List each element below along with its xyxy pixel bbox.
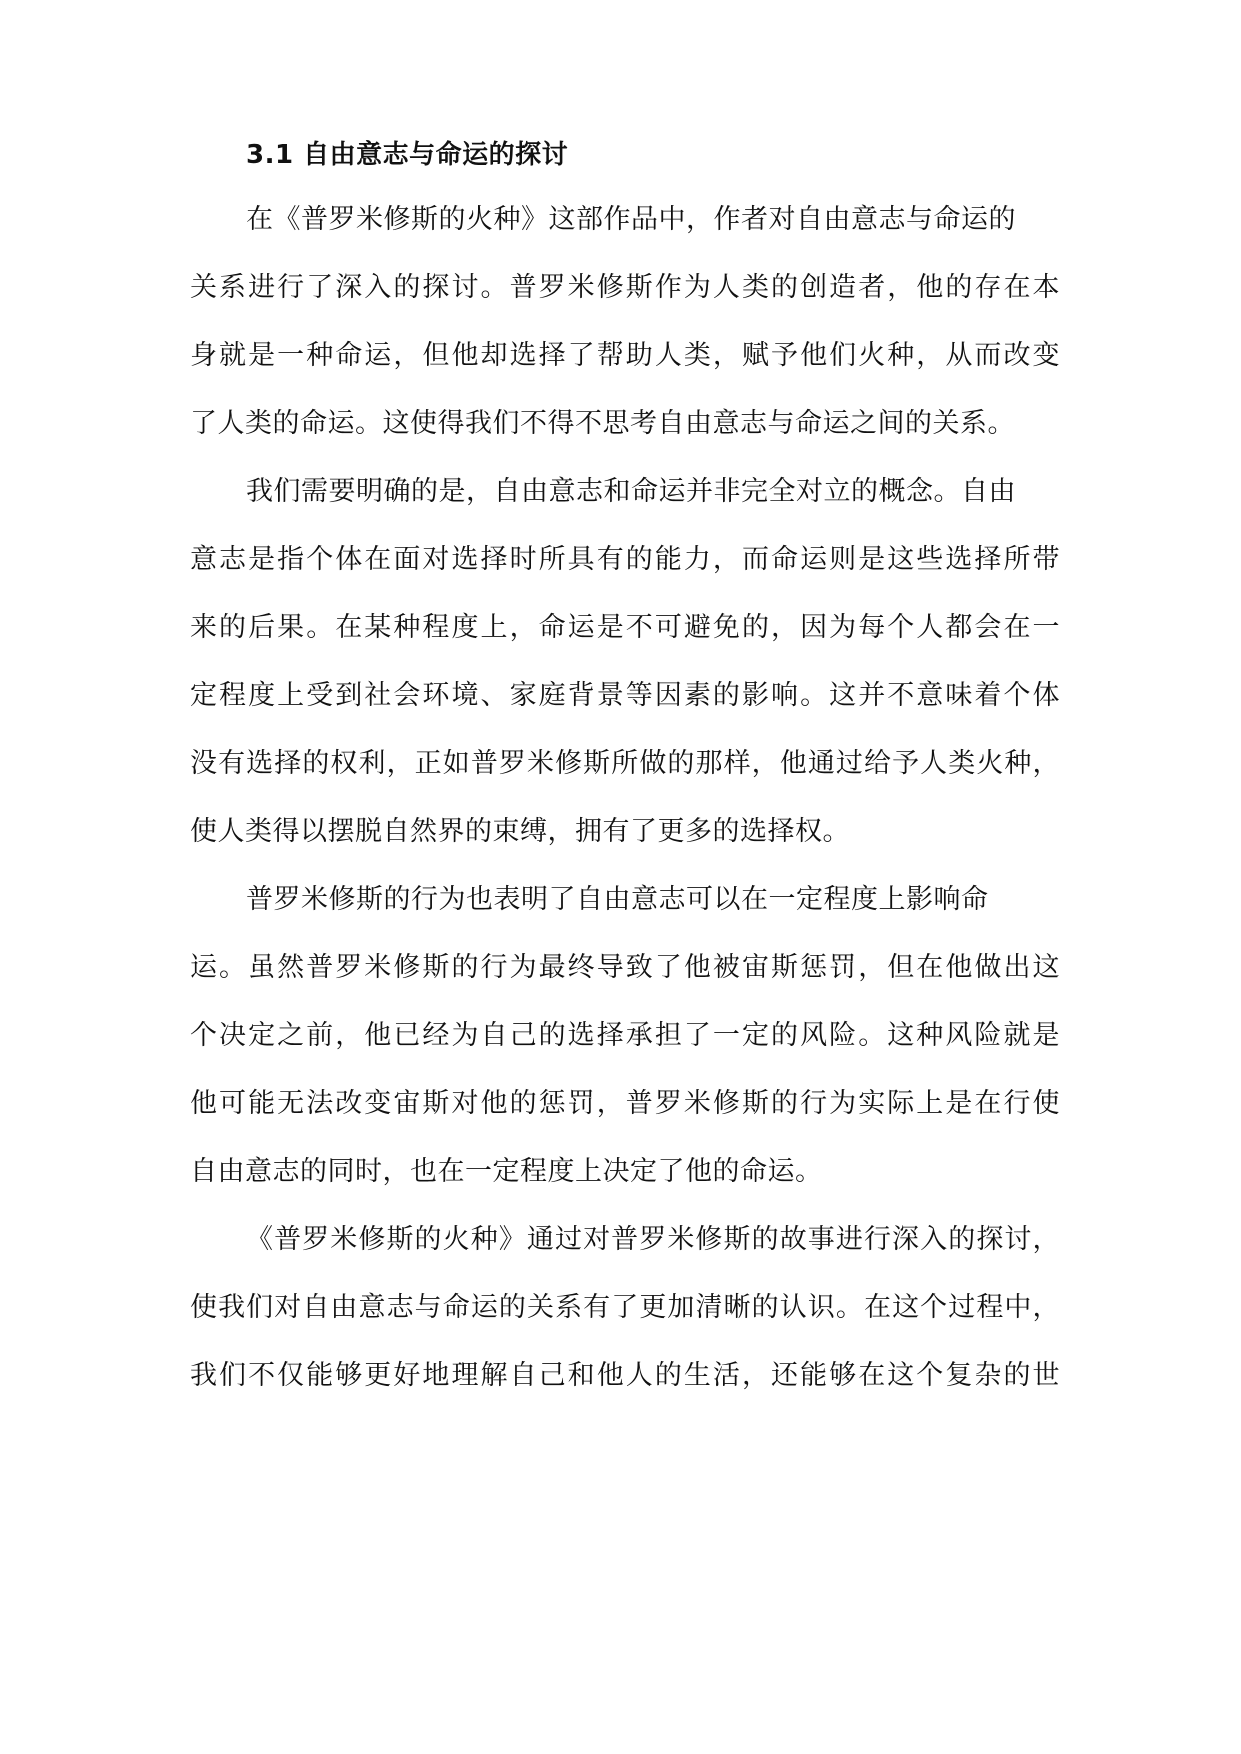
paragraph-line: 《普罗米修斯的火种》通过对普罗米修斯的故事进行深入的探讨， (246, 1224, 1060, 1255)
paragraph-line: 意志是指个体在面对选择时所具有的能力，而命运则是这些选择所带 (190, 544, 1060, 575)
paragraph-line: 我们需要明确的是，自由意志和命运并非完全对立的概念。自由 (246, 476, 1016, 507)
paragraph-line: 来的后果。在某种程度上，命运是不可避免的，因为每个人都会在一 (190, 612, 1060, 643)
paragraph-line: 自由意志的同时，也在一定程度上决定了他的命运。 (190, 1156, 823, 1187)
paragraph-line: 身就是一种命运，但他却选择了帮助人类，赋予他们火种，从而改变 (190, 340, 1060, 371)
paragraph-line: 使我们对自由意志与命运的关系有了更加清晰的认识。在这个过程中， (190, 1292, 1060, 1323)
paragraph-line: 个决定之前，他已经为自己的选择承担了一定的风险。这种风险就是 (190, 1020, 1060, 1051)
paragraph-line: 他可能无法改变宙斯对他的惩罚，普罗米修斯的行为实际上是在行使 (190, 1088, 1060, 1119)
paragraph-line: 定程度上受到社会环境、家庭背景等因素的影响。这并不意味着个体 (190, 680, 1060, 711)
paragraph-line: 我们不仅能够更好地理解自己和他人的生活，还能够在这个复杂的世 (190, 1360, 1060, 1391)
paragraph-line: 关系进行了深入的探讨。普罗米修斯作为人类的创造者，他的存在本 (190, 272, 1060, 303)
paragraph-line: 运。虽然普罗米修斯的行为最终导致了他被宙斯惩罚，但在他做出这 (190, 952, 1060, 983)
section-heading: 3.1 自由意志与命运的探讨 (246, 140, 569, 170)
paragraph-line: 使人类得以摆脱自然界的束缚，拥有了更多的选择权。 (190, 816, 850, 847)
paragraph-line: 在《普罗米修斯的火种》这部作品中，作者对自由意志与命运的 (246, 204, 1016, 235)
paragraph-line: 普罗米修斯的行为也表明了自由意志可以在一定程度上影响命 (246, 884, 989, 915)
paragraph-line: 没有选择的权利，正如普罗米修斯所做的那样，他通过给予人类火种， (190, 748, 1060, 779)
paragraph-line: 了人类的命运。这使得我们不得不思考自由意志与命运之间的关系。 (190, 408, 1015, 439)
